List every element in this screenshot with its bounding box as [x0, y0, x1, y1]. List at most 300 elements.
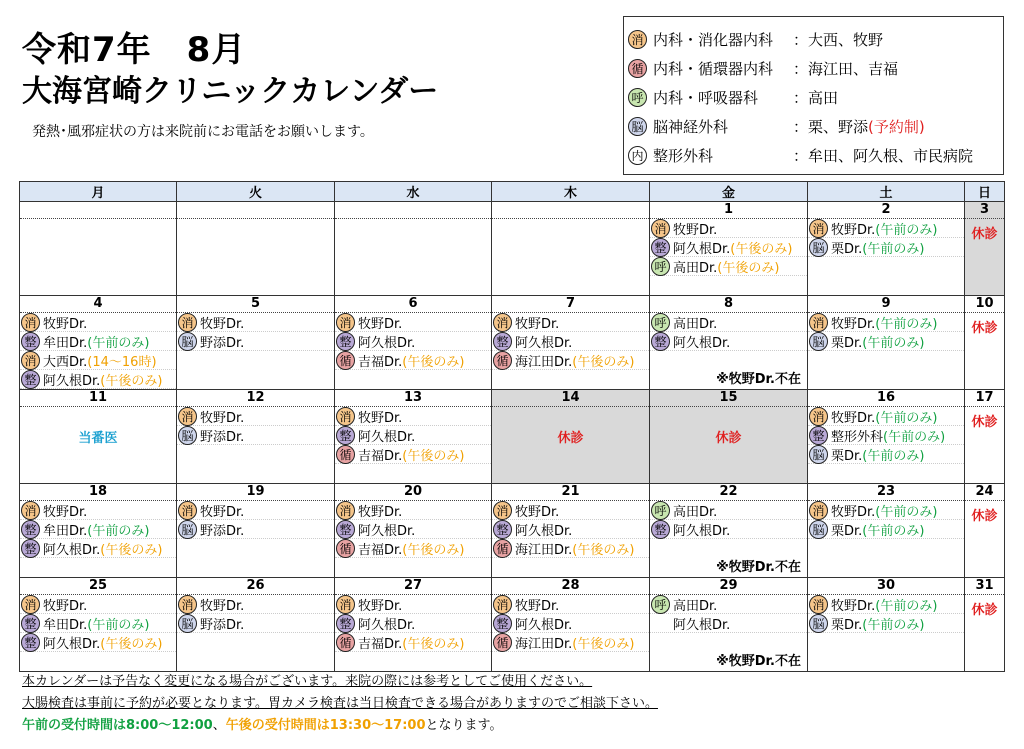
department-badge-icon: 消 — [21, 595, 40, 614]
legend-doctors: ：高田 — [793, 89, 839, 107]
session-note: (午前のみ) — [875, 410, 938, 426]
doctor-entry — [335, 332, 491, 351]
department-badge-icon: 循 — [493, 633, 512, 652]
doctor-name: 阿久根Dr. — [673, 617, 731, 633]
department-badge-icon: 整 — [336, 426, 355, 445]
doctor-name: 牧野Dr. — [200, 598, 245, 614]
clinic-calendar-title: 大海宮崎クリニックカレンダー — [22, 74, 439, 109]
day-number: 7 — [492, 296, 649, 313]
session-note: (午前のみ) — [862, 523, 925, 539]
day-cell — [20, 484, 177, 578]
session-note: (午後のみ) — [402, 448, 465, 464]
department-badge-icon: 消 — [178, 595, 197, 614]
legend-dept: 内科・呼吸器科 — [653, 89, 759, 107]
department-badge-icon: 整 — [21, 539, 40, 558]
department-badge-icon: 消 — [809, 595, 828, 614]
footer-hours — [22, 714, 502, 733]
day-cell — [965, 296, 1005, 390]
legend-doctors — [793, 116, 925, 137]
session-note: (午後のみ) — [402, 636, 465, 652]
department-badge-icon: 脳 — [178, 426, 197, 445]
doctor-name: 阿久根Dr. — [358, 617, 416, 633]
doctor-entry — [20, 520, 176, 539]
day-number: 29 — [650, 578, 807, 595]
day-cell — [492, 484, 650, 578]
day-cell — [20, 202, 177, 296]
closed-label: 休診 — [971, 321, 998, 336]
absence-note: ※牧野Dr.不在 — [716, 372, 801, 387]
doctor-name: 阿久根Dr. — [43, 636, 101, 652]
department-badge-icon: 循 — [336, 539, 355, 558]
weekday-header: 木 — [492, 182, 650, 202]
department-badge-icon: 消 — [21, 313, 40, 332]
week-row — [20, 202, 1005, 296]
doctor-entry — [177, 426, 334, 445]
doctor-name: 牧野Dr. — [200, 316, 245, 332]
doctor-entry — [335, 407, 491, 426]
day-cell — [335, 578, 492, 672]
doctor-name: 牧野Dr. — [515, 504, 560, 520]
digestive-badge-icon: 消 — [628, 30, 647, 49]
doctor-entry — [492, 633, 649, 652]
department-badge-icon: 整 — [336, 332, 355, 351]
legend-dept: 内科・消化器内科 — [653, 31, 774, 49]
day-number: 22 — [650, 484, 807, 501]
calendar-table — [19, 181, 1005, 672]
day-cell — [965, 390, 1005, 484]
doctor-entry — [808, 332, 964, 351]
session-note: (午後のみ) — [572, 636, 635, 652]
doctor-entry — [808, 407, 964, 426]
doctor-name: 牧野Dr. — [515, 598, 560, 614]
doctor-entry — [20, 633, 176, 652]
doctor-name: 牟田Dr. — [43, 523, 88, 539]
department-badge-icon: 消 — [493, 313, 512, 332]
doctor-name: 阿久根Dr. — [358, 523, 416, 539]
day-cell — [177, 296, 335, 390]
doctor-entry — [492, 595, 649, 614]
session-note: (午前のみ) — [883, 429, 946, 445]
department-badge-icon: 循 — [336, 351, 355, 370]
legend-dept: 脳神経外科 — [653, 118, 729, 136]
department-badge-icon: 消 — [336, 595, 355, 614]
doctor-entry — [20, 595, 176, 614]
session-note: (午前のみ) — [87, 523, 150, 539]
doctor-name: 牧野Dr. — [200, 504, 245, 520]
day-number: 16 — [808, 390, 964, 407]
session-note: (午後のみ) — [717, 260, 780, 276]
legend-row — [628, 54, 1003, 83]
doctor-name: 吉福Dr. — [358, 448, 403, 464]
doctor-entry — [335, 313, 491, 332]
department-badge-icon: 脳 — [178, 520, 197, 539]
day-cell — [335, 390, 492, 484]
absence-note: ※牧野Dr.不在 — [716, 560, 801, 575]
weekday-header: 日 — [965, 182, 1005, 202]
doctor-name: 野添Dr. — [200, 523, 245, 539]
session-note: (午前のみ) — [875, 222, 938, 238]
day-number: 6 — [335, 296, 491, 313]
doctor-name: 阿久根Dr. — [673, 241, 731, 257]
closed-label: 休診 — [971, 415, 998, 430]
department-badge-icon: 整 — [651, 238, 670, 257]
department-badge-icon: 整 — [651, 520, 670, 539]
doctor-name: 牧野Dr. — [358, 410, 403, 426]
department-badge-icon: 循 — [493, 539, 512, 558]
doctor-name: 阿久根Dr. — [673, 523, 731, 539]
department-badge-icon: 脳 — [809, 238, 828, 257]
circulatory-badge-icon: 循 — [628, 59, 647, 78]
doctor-entry — [492, 520, 649, 539]
department-badge-icon: 整 — [21, 332, 40, 351]
doctor-name: 海江田Dr. — [515, 354, 573, 370]
department-badge-icon: 循 — [493, 351, 512, 370]
session-note: (午前のみ) — [875, 316, 938, 332]
day-number — [20, 202, 176, 219]
doctor-entry — [650, 501, 807, 520]
department-badge-icon: 消 — [336, 407, 355, 426]
doctor-name: 阿久根Dr. — [673, 335, 731, 351]
department-badge-icon: 循 — [336, 445, 355, 464]
doctor-entry — [808, 238, 964, 257]
neurosurgery-badge-icon: 脳 — [628, 117, 647, 136]
day-number: 25 — [20, 578, 176, 595]
department-badge-icon: 脳 — [178, 614, 197, 633]
doctor-entry — [20, 501, 176, 520]
day-number: 20 — [335, 484, 491, 501]
day-cell — [177, 484, 335, 578]
day-number: 9 — [808, 296, 964, 313]
doctor-entry — [808, 614, 964, 633]
doctor-entry — [492, 501, 649, 520]
doctor-entry — [492, 351, 649, 370]
day-number: 14 — [492, 390, 649, 407]
doctor-name: 野添Dr. — [200, 429, 245, 445]
department-badge-icon: 脳 — [809, 445, 828, 464]
doctor-name: 海江田Dr. — [515, 542, 573, 558]
department-badge-icon: 消 — [178, 313, 197, 332]
doctor-name: 牧野Dr. — [200, 410, 245, 426]
doctor-name: 阿久根Dr. — [515, 335, 573, 351]
department-badge-icon: 消 — [809, 313, 828, 332]
day-cell — [808, 484, 965, 578]
doctor-name: 阿久根Dr. — [515, 523, 573, 539]
respiratory-badge-icon: 呼 — [628, 88, 647, 107]
doctor-name: 高田Dr. — [673, 598, 718, 614]
department-badge-icon: 消 — [21, 501, 40, 520]
day-number: 10 — [965, 296, 1004, 313]
week-row — [20, 484, 1005, 578]
day-number: 8 — [650, 296, 807, 313]
doctor-entry — [177, 407, 334, 426]
day-cell — [965, 484, 1005, 578]
department-badge-icon: 呼 — [651, 257, 670, 276]
session-note: (午後のみ) — [730, 241, 793, 257]
department-badge-icon: 消 — [651, 219, 670, 238]
department-badge-icon: 脳 — [809, 614, 828, 633]
week-row — [20, 390, 1005, 484]
doctor-name: 牧野Dr. — [831, 316, 876, 332]
doctor-name: 牟田Dr. — [43, 335, 88, 351]
session-note: (午前のみ) — [87, 335, 150, 351]
day-cell — [20, 296, 177, 390]
session-note: (午前のみ) — [875, 598, 938, 614]
day-number — [335, 202, 491, 219]
session-note: (午後のみ) — [100, 542, 163, 558]
department-badge-icon: 整 — [21, 633, 40, 652]
legend-doctors: ：海江田、吉福 — [793, 60, 899, 78]
doctor-entry — [20, 351, 176, 370]
day-number: 1 — [650, 202, 807, 219]
legend-doctors: ：大西、牧野 — [793, 31, 884, 49]
doctor-entry — [177, 614, 334, 633]
day-cell — [808, 296, 965, 390]
department-badge-icon: 整 — [809, 426, 828, 445]
morning-hours: 午前の受付時間は8:00～12:00 — [22, 718, 213, 733]
legend-row — [628, 83, 1003, 112]
session-note: (午前のみ) — [862, 241, 925, 257]
doctor-entry — [20, 313, 176, 332]
day-number: 23 — [808, 484, 964, 501]
department-badge-icon: 消 — [336, 313, 355, 332]
legend-dept: 内科・循環器内科 — [653, 60, 774, 78]
department-badge-icon: 整 — [336, 520, 355, 539]
closed-label: 休診 — [971, 227, 998, 242]
doctor-name: 牟田Dr. — [43, 617, 88, 633]
day-number: 26 — [177, 578, 334, 595]
doctor-name: 牧野Dr. — [358, 316, 403, 332]
reservation-note: (予約制) — [868, 118, 925, 136]
department-badge-icon: 呼 — [651, 595, 670, 614]
doctor-name: 阿久根Dr. — [43, 542, 101, 558]
doctor-name: 栗Dr. — [831, 241, 863, 257]
session-note: (14～16時) — [87, 354, 157, 370]
department-badge-icon: 消 — [493, 501, 512, 520]
doctor-entry — [650, 219, 807, 238]
day-cell — [965, 202, 1005, 296]
day-number: 2 — [808, 202, 964, 219]
department-badge-icon: 整 — [493, 520, 512, 539]
day-cell — [335, 202, 492, 296]
doctor-entry — [335, 595, 491, 614]
doctor-entry — [20, 539, 176, 558]
day-cell — [492, 578, 650, 672]
doctor-entry — [335, 351, 491, 370]
day-cell — [177, 578, 335, 672]
doctor-name: 大西Dr. — [43, 354, 88, 370]
session-note: (午後のみ) — [100, 636, 163, 652]
doctor-entry — [808, 219, 964, 238]
closed-label: 休診 — [557, 431, 584, 446]
doctor-entry — [177, 520, 334, 539]
day-cell — [808, 390, 965, 484]
weekday-header: 火 — [177, 182, 335, 202]
day-cell — [492, 390, 650, 484]
doctor-name: 牧野Dr. — [831, 504, 876, 520]
department-badge-icon: 消 — [809, 501, 828, 520]
day-cell — [20, 390, 177, 484]
footer-exam-note: 大腸検査は事前に予約が必要となります。胃カメラ検査は当日検査できる場合がありますのでご相談下さい。 — [22, 696, 658, 711]
doctor-name: 牧野Dr. — [358, 504, 403, 520]
department-badge-icon: 整 — [21, 520, 40, 539]
doctor-entry — [335, 445, 491, 464]
session-note: (午後のみ) — [402, 542, 465, 558]
department-badge-icon: 脳 — [178, 332, 197, 351]
doctor-name: 海江田Dr. — [515, 636, 573, 652]
day-number: 24 — [965, 484, 1004, 501]
day-number: 27 — [335, 578, 491, 595]
weekday-header: 土 — [808, 182, 965, 202]
doctor-name: 牧野Dr. — [831, 410, 876, 426]
day-number: 30 — [808, 578, 964, 595]
doctor-name: 高田Dr. — [673, 260, 718, 276]
doctor-name: 吉福Dr. — [358, 354, 403, 370]
doctor-entry — [808, 595, 964, 614]
doctor-entry — [650, 595, 807, 614]
day-number: 31 — [965, 578, 1004, 595]
doctor-entry — [335, 501, 491, 520]
day-number: 3 — [965, 202, 1004, 219]
department-badge-icon: 整 — [336, 614, 355, 633]
session-note: (午前のみ) — [862, 335, 925, 351]
department-badge-icon: 消 — [493, 595, 512, 614]
doctor-name: 牧野Dr. — [358, 598, 403, 614]
weekday-header: 金 — [650, 182, 808, 202]
day-number: 21 — [492, 484, 649, 501]
doctor-entry — [808, 520, 964, 539]
doctor-entry — [650, 520, 807, 539]
doctor-name: 阿久根Dr. — [358, 335, 416, 351]
doctor-entry — [808, 313, 964, 332]
doctor-name: 牧野Dr. — [43, 504, 88, 520]
doctor-name: 牧野Dr. — [43, 598, 88, 614]
doctor-name: 阿久根Dr. — [515, 617, 573, 633]
department-badge-icon: 呼 — [651, 313, 670, 332]
doctor-name: 整形外科 — [831, 429, 884, 445]
department-badge-icon: 消 — [21, 351, 40, 370]
doctor-entry — [20, 370, 176, 389]
day-cell — [808, 202, 965, 296]
doctor-entry — [335, 539, 491, 558]
legend-row — [628, 25, 1003, 54]
doctor-entry — [808, 426, 964, 445]
day-cell — [177, 390, 335, 484]
footer-tail: となります。 — [425, 718, 503, 733]
department-badge-icon: 脳 — [809, 332, 828, 351]
doctor-name: 栗Dr. — [831, 448, 863, 464]
day-cell — [650, 296, 808, 390]
doctor-entry — [650, 332, 807, 351]
doctor-entry — [177, 313, 334, 332]
doctor-entry — [492, 539, 649, 558]
legend-dept: 整形外科 — [653, 147, 714, 165]
doctor-entry — [650, 614, 807, 633]
session-note: (午前のみ) — [862, 617, 925, 633]
department-badge-icon: 消 — [809, 407, 828, 426]
afternoon-hours: 午後の受付時間は13:30～17:00 — [225, 718, 426, 733]
session-note: (午後のみ) — [572, 354, 635, 370]
absence-note: ※牧野Dr.不在 — [716, 654, 801, 669]
doctor-entry — [335, 426, 491, 445]
closed-label: 休診 — [971, 603, 998, 618]
legend-row — [628, 112, 1003, 141]
department-legend — [623, 16, 1004, 175]
day-number: 13 — [335, 390, 491, 407]
department-badge-icon: 循 — [336, 633, 355, 652]
doctor-name: 牧野Dr. — [673, 222, 718, 238]
department-badge-icon: 整 — [21, 614, 40, 633]
session-note: (午後のみ) — [402, 354, 465, 370]
day-cell — [650, 390, 808, 484]
doctor-entry — [650, 313, 807, 332]
doctor-entry — [492, 332, 649, 351]
doctor-entry — [335, 633, 491, 652]
week-row — [20, 296, 1005, 390]
doctor-entry — [177, 501, 334, 520]
doctor-name: 牧野Dr. — [515, 316, 560, 332]
day-cell — [808, 578, 965, 672]
legend-doctors-names: ：栗、野添 — [793, 118, 869, 136]
doctor-name: 吉福Dr. — [358, 636, 403, 652]
session-note: (午前のみ) — [862, 448, 925, 464]
week-row — [20, 578, 1005, 672]
department-badge-icon: 整 — [493, 614, 512, 633]
department-badge-icon: 消 — [336, 501, 355, 520]
day-cell — [650, 578, 808, 672]
department-badge-icon: 消 — [178, 501, 197, 520]
department-badge-icon: 消 — [178, 407, 197, 426]
doctor-entry — [650, 238, 807, 257]
doctor-entry — [650, 257, 807, 276]
doctor-entry — [808, 445, 964, 464]
legend-row — [628, 141, 1003, 170]
doctor-name: 野添Dr. — [200, 617, 245, 633]
doctor-name: 阿久根Dr. — [358, 429, 416, 445]
doctor-entry — [808, 501, 964, 520]
day-cell — [20, 578, 177, 672]
doctor-entry — [177, 595, 334, 614]
legend-doctors: ：牟田、阿久根、市民病院 — [793, 147, 974, 165]
doctor-entry — [20, 614, 176, 633]
day-number — [492, 202, 649, 219]
day-number — [177, 202, 334, 219]
day-number: 5 — [177, 296, 334, 313]
doctor-entry — [335, 614, 491, 633]
internal-badge-icon: 内 — [628, 146, 647, 165]
day-cell — [492, 202, 650, 296]
closed-label: 休診 — [971, 509, 998, 524]
day-number: 11 — [20, 390, 176, 407]
doctor-name: 牧野Dr. — [831, 222, 876, 238]
department-badge-icon: 整 — [21, 370, 40, 389]
fever-notice: 発熱･風邪症状の方は来院前にお電話をお願いします。 — [32, 124, 374, 140]
weekday-header-row — [20, 182, 1005, 202]
doctor-name: 吉福Dr. — [358, 542, 403, 558]
weekday-header: 水 — [335, 182, 492, 202]
day-cell — [650, 484, 808, 578]
doctor-name: 高田Dr. — [673, 316, 718, 332]
doctor-name: 栗Dr. — [831, 523, 863, 539]
doctor-name: 栗Dr. — [831, 335, 863, 351]
department-badge-icon: 整 — [493, 332, 512, 351]
doctor-name: 牧野Dr. — [43, 316, 88, 332]
footer-separator: 、 — [212, 718, 226, 733]
doctor-name: 阿久根Dr. — [43, 373, 101, 389]
day-cell — [965, 578, 1005, 672]
session-note: (午前のみ) — [875, 504, 938, 520]
day-number: 28 — [492, 578, 649, 595]
weekday-header: 月 — [20, 182, 177, 202]
